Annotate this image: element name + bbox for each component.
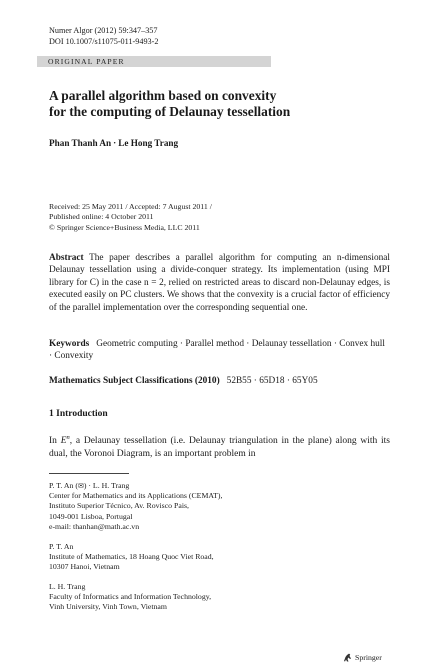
publisher-name: Springer	[355, 653, 382, 662]
msc-codes	[222, 376, 318, 386]
aff2-line: P. T. An	[49, 542, 74, 551]
keyword-separator: ·	[49, 351, 55, 362]
abstract-text: The paper describes a parallel algorithm for computing an n-dimensional Delaunay tessellation using a divide-conquer strategy. Its implementation (using MPI library for C) in the case n = 2, relied on restricted areas to discard non-Delaunay edges, is executed easily on PC clusters. We shows that the convexity is a crucial factor of efficiency of the parallel implementation over the corresponding sequential one.	[49, 253, 391, 313]
author-2[interactable]: Le Hong Trang	[118, 138, 179, 148]
aff2-line: 10307 Hanoi, Vietnam	[49, 562, 120, 572]
aff1-authors	[49, 481, 349, 491]
math-e	[61, 436, 70, 446]
aff1-lines	[49, 491, 349, 532]
math-sup: n	[66, 434, 70, 441]
aff3-line: Vinh University, Vinh Town, Vietnam	[49, 602, 167, 612]
abstract	[49, 252, 390, 314]
math-base: E	[60, 436, 67, 447]
aff1-line: 1049-001 Lisboa, Portugal	[49, 511, 133, 521]
msc-code-separator: ·	[284, 376, 293, 386]
msc-code-item: 65D18	[259, 376, 285, 386]
aff1-authors-suffix: ) · L. H. Trang	[83, 481, 130, 490]
msc-code-separator: ·	[251, 376, 260, 386]
keyword-item: Convexity	[54, 351, 94, 362]
aff3-line: Faculty of Informatics and Information Technology,	[49, 592, 212, 602]
msc-classification	[49, 376, 390, 386]
keyword-separator: ·	[243, 339, 252, 349]
keywords-label: Keywords	[49, 339, 90, 349]
section-heading: 1 Introduction	[49, 409, 108, 419]
intro-rest: , a Delaunay tessellation (i.e. Delaunay triangulation in the plane) along with its dual, the Voronoi Diagram, is an important problem in	[49, 436, 390, 460]
keyword-item: Convex hull	[339, 339, 385, 349]
keyword-separator: ·	[177, 339, 186, 349]
article-type-bar: ORIGINAL PAPER	[37, 56, 271, 67]
aff3-line: L. H. Trang	[49, 582, 86, 591]
received-accepted-line: Received: 25 May 2011 / Accepted: 7 August 2011 /	[49, 202, 212, 211]
aff2-line: Institute of Mathematics, 18 Hoang Quoc Viet Road,	[49, 552, 214, 562]
keyword-item: Parallel method	[185, 339, 244, 349]
msc-code-item: 52B55	[226, 376, 252, 386]
envelope-icon[interactable]: ✉	[77, 482, 84, 490]
aff1-authors-prefix: P. T. An (	[49, 481, 78, 490]
doi-line[interactable]: DOI 10.1007/s11075-011-9493-2	[49, 37, 159, 46]
msc-code-item: 65Y05	[292, 376, 318, 386]
springer-logo	[342, 652, 382, 663]
author-1[interactable]: Phan Thanh An	[49, 138, 112, 148]
msc-label: Mathematics Subject Classifications (2010)	[49, 376, 220, 386]
journal-citation	[49, 25, 158, 47]
keywords	[49, 338, 390, 363]
affiliation-block-2	[49, 542, 349, 573]
footnote-divider	[49, 473, 129, 474]
springer-horse-icon	[342, 652, 353, 663]
journal-line: Numer Algor (2012) 59:347–357	[49, 26, 158, 35]
aff1-line[interactable]: e-mail: thanhan@math.ac.vn	[49, 521, 140, 531]
aff1-line: Instituto Superior Técnico, Av. Rovisco Pais,	[49, 501, 189, 511]
aff1-line: Center for Mathematics and its Applications (CEMAT),	[49, 491, 223, 501]
copyright-line: © Springer Science+Business Media, LLC 2011	[49, 222, 200, 232]
keyword-separator: ·	[331, 339, 340, 349]
abstract-label: Abstract	[49, 253, 84, 263]
paper-title	[49, 88, 389, 120]
author-separator: ·	[113, 138, 117, 148]
intro-prefix: In	[49, 436, 57, 447]
affiliation-block-3	[49, 582, 349, 613]
intro-paragraph	[49, 431, 390, 462]
affiliation-block-1	[49, 481, 349, 532]
title-line-2: for the computing of Delaunay tessellation	[49, 104, 291, 119]
publication-dates	[49, 202, 389, 233]
author-list	[49, 138, 178, 148]
published-online-line: Published online: 4 October 2011	[49, 212, 154, 222]
keywords-list	[49, 339, 385, 361]
keyword-item: Geometric computing	[96, 339, 178, 349]
keyword-item: Delaunay tessellation	[251, 339, 332, 349]
title-line-1: A parallel algorithm based on convexity	[49, 88, 277, 103]
